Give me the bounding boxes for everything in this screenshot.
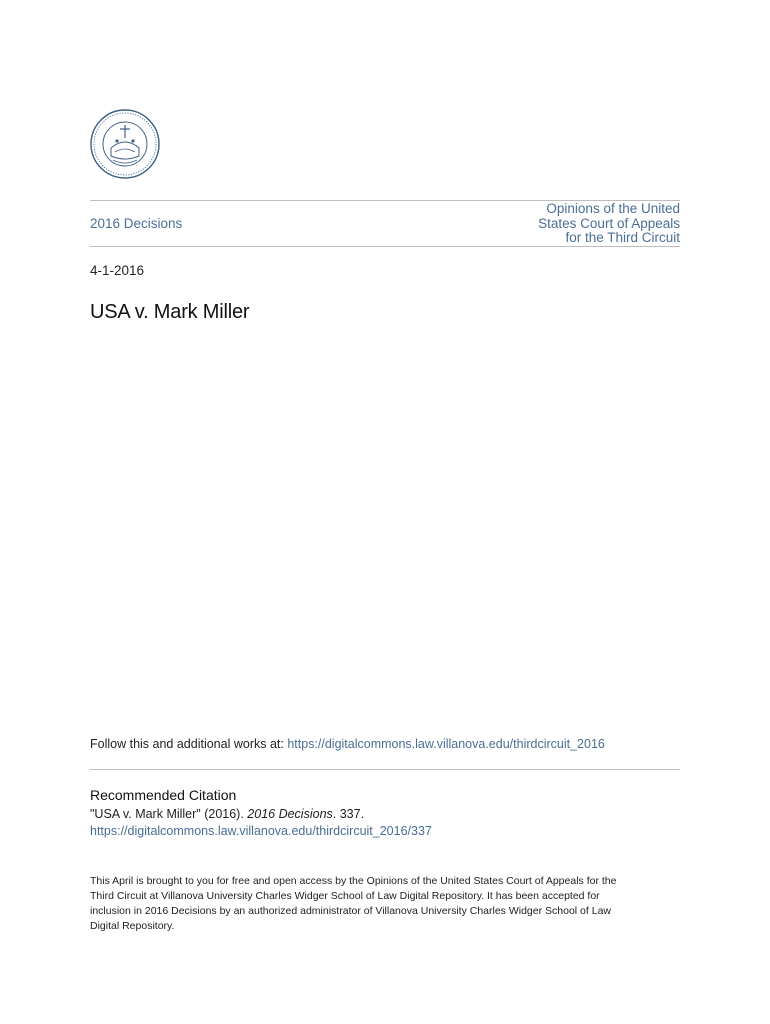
citation-heading: Recommended Citation (90, 787, 237, 803)
notice-line: Third Circuit at Villanova University Charles Widger School of Law Digital Repository. It has been accepted for (90, 890, 600, 902)
follow-url-link[interactable]: https://digitalcommons.law.villanova.edu/thirdcircuit_2016 (287, 737, 605, 751)
citation-rule (90, 769, 680, 770)
citation-text-before: "USA v. Mark Miller" (2016). (90, 807, 248, 821)
series-link[interactable]: 2016 Decisions (90, 216, 183, 231)
follow-prefix: Follow this and additional works at: (90, 737, 288, 751)
notice-line: This April is brought to you for free and open access by the Opinions of the United States Court of Appeals for the (90, 875, 617, 887)
citation-text-after: . 337. (332, 807, 365, 821)
collection-link-line: Opinions of the United (546, 201, 680, 216)
header-bottom-rule (90, 246, 680, 247)
villanova-seal-icon (89, 108, 161, 180)
collection-link-line: for the Third Circuit (565, 230, 680, 246)
collection-link[interactable] (460, 202, 680, 246)
citation-series: 2016 Decisions (247, 807, 333, 821)
notice-line: inclusion in 2016 Decisions by an authorized administrator of Villanova University Charles Widger School of Law (90, 905, 611, 917)
collection-link-line: States Court of Appeals (538, 215, 680, 231)
citation-url-link[interactable]: https://digitalcommons.law.villanova.edu/thirdcircuit_2016/337 (90, 824, 432, 838)
notice-line: Digital Repository. (90, 920, 175, 932)
follow-line (90, 736, 605, 752)
document-date: 4-1-2016 (90, 263, 145, 278)
access-notice (90, 874, 670, 934)
citation-text (90, 806, 364, 822)
document-title: USA v. Mark Miller (90, 301, 250, 323)
